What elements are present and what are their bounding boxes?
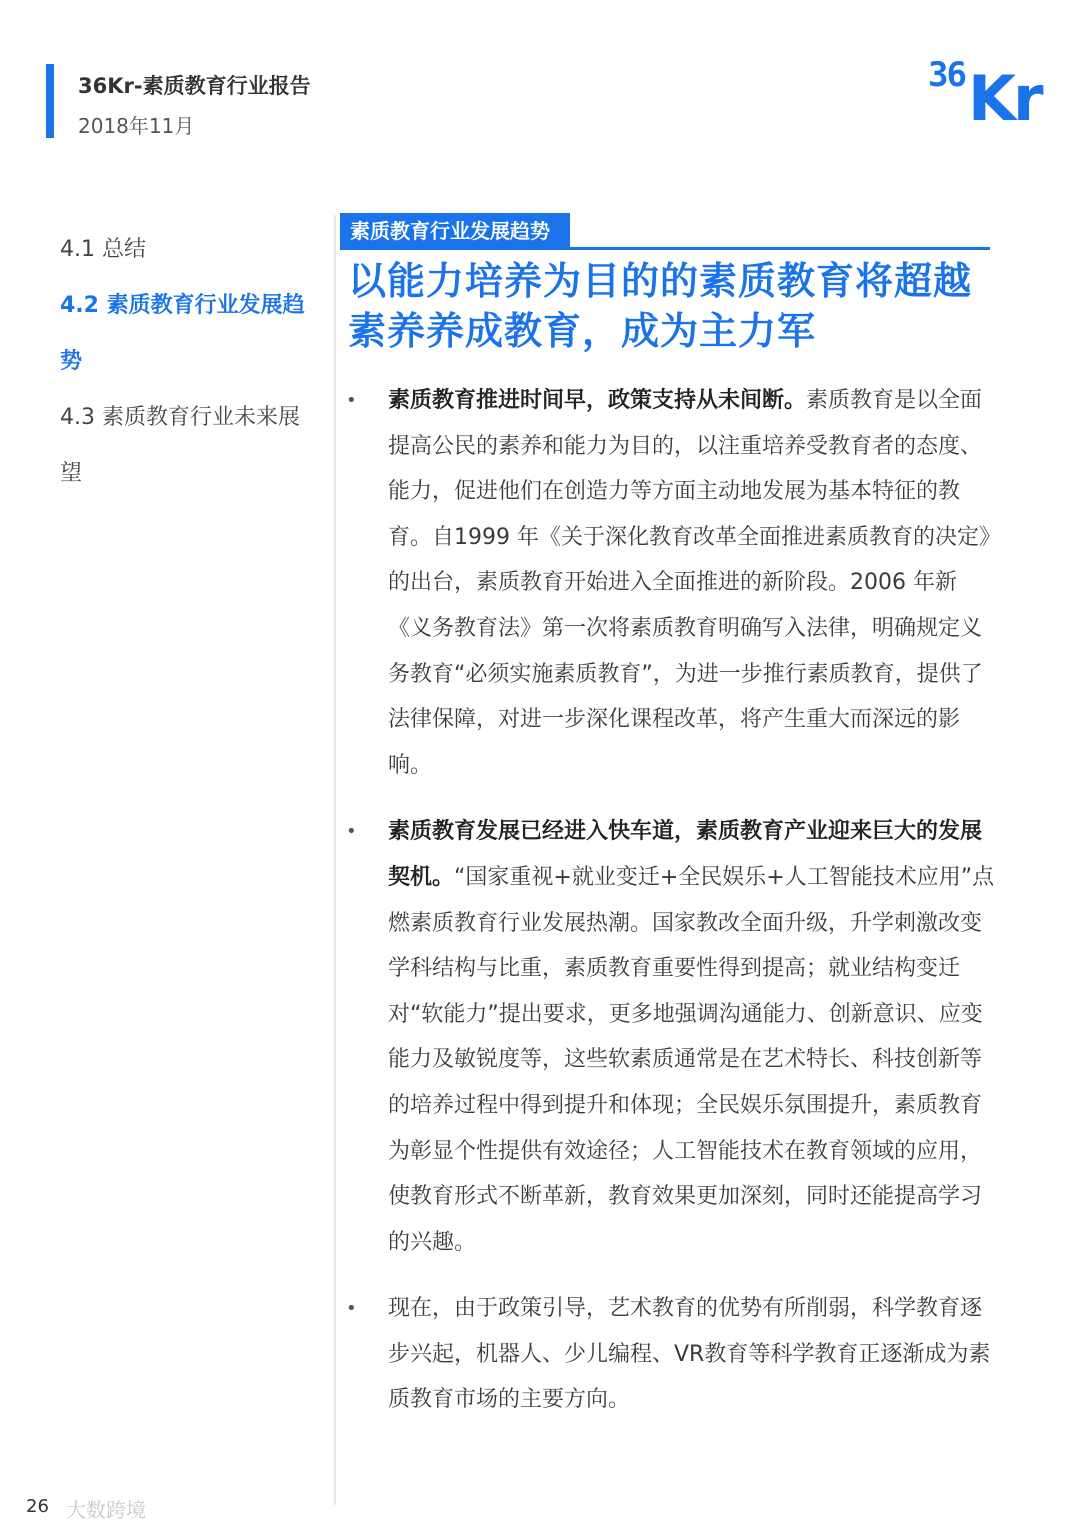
- divider-line: [334, 215, 336, 1505]
- section-tag-underline: [340, 247, 990, 250]
- toc-item-future-outlook[interactable]: 4.3 素质教育行业未来展望: [60, 405, 300, 486]
- report-date: 2018年11月: [78, 114, 195, 138]
- 36kr-logo: [924, 52, 1041, 135]
- header-accent-bar: [46, 64, 54, 138]
- bullet-item-direction: [340, 1286, 1000, 1423]
- section-title: 以能力培养为目的的素质教育将超越素养养成教育，成为主力军: [348, 259, 973, 353]
- toc-item-summary[interactable]: 4.1 总结: [60, 237, 146, 262]
- bullet-list: [340, 378, 1000, 1444]
- bullet-item-policy: [340, 378, 1000, 788]
- report-title: 36Kr-素质教育行业报告: [78, 74, 311, 98]
- bullet-text: “国家重视+就业变迁+全民娱乐+人工智能技术应用”点燃素质教育行业发展热潮。国家教改全面升级，升学刺激改变学科结构与比重，素质教育重要性得到提高；就业结构变迁对“软能力”提出要求，更多地强调沟通能力、创新意识、应变能力及敏锐度等，这些软素质通常是在艺术特长、科技创新等的培养过程中得到提升和体现；全民娱乐氛围提升，素质教育为彰显个性提供有效途径；人工智能技术在教育领域的应用，使教育形式不断革新，教育效果更加深刻，同时还能提高学习的兴趣。: [388, 864, 995, 1255]
- logo-letters: Kr: [968, 62, 1041, 135]
- logo-number: 36: [928, 55, 965, 95]
- page-number: 26: [26, 1496, 49, 1517]
- toc-item-development-trends[interactable]: 4.2 素质教育行业发展趋势: [60, 293, 305, 374]
- bullet-text: 素质教育是以全面提高公民的素养和能力为目的，以注重培养受教育者的态度、能力，促进他们在创造力等方面主动地发展为基本特征的教育。自1999 年《关于深化教育改革全面推进素质教育的决定》的出台，素质教育开始进入全面推进的新阶段。2006 年新《义务教育法》第一次将素质教育明确写入法律，明确规定义务教育“必须实施素质教育”，为进一步推行素质教育，提供了法律保障，对进一步深化课程改革，将产生重大而深远的影响。: [388, 388, 990, 778]
- section-tag: 素质教育行业发展趋势: [340, 213, 570, 249]
- table-of-contents: [60, 222, 310, 502]
- bullet-text: 现在，由于政策引导，艺术教育的优势有所削弱，科学教育逐步兴起，机器人、少儿编程、VR教育等科学教育正逐渐成为素质教育市场的主要方向。: [388, 1296, 991, 1413]
- bullet-lead: 素质教育发展已经进入快车道，素质教育产业迎来巨大的发展契机。: [388, 819, 983, 890]
- bullet-item-growth: [340, 809, 1000, 1265]
- watermark-text: 大数跨境: [66, 1498, 146, 1522]
- bullet-lead: 素质教育推进时间早，政策支持从未间断。: [388, 388, 807, 413]
